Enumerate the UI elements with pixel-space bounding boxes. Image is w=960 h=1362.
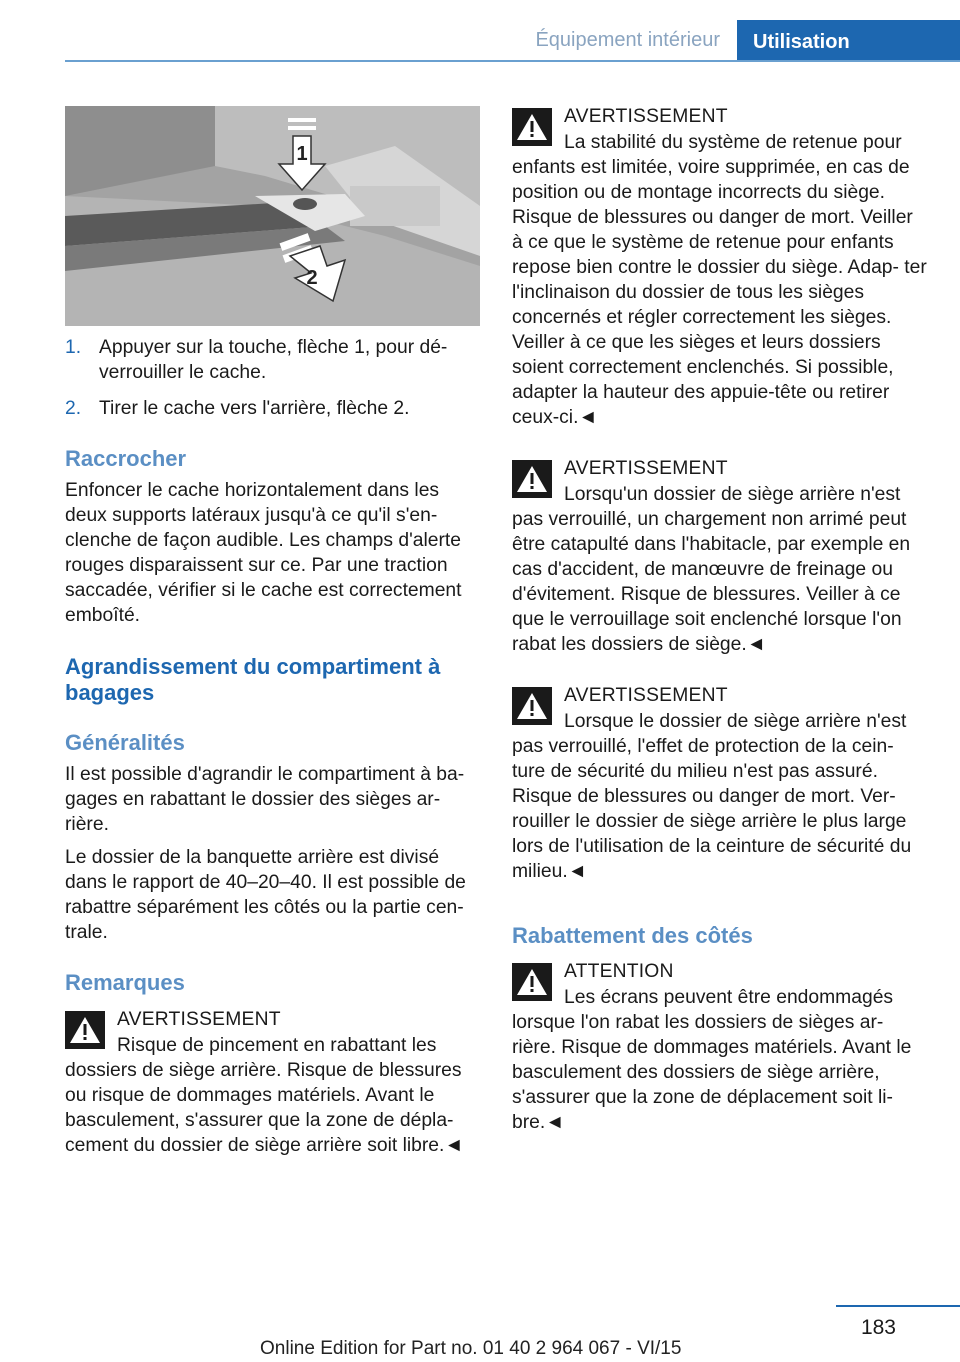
arrow-1-label: 1 [296,143,308,165]
paragraph-generalites-2: Le dossier de la banquette arrière est divisé dans le rapport de 40–20–40. Il est possible de rabattre séparément les côtés ou la partie cen‐ trale. [65,847,466,943]
caution-text: Les écrans peuvent être endommagés lorsque l'on rabat les dossiers de sièges ar‐ rière. Risque de dommages matériels. Avant le basculement des dossiers de siège arrière, s'assurer que la zone de déplacement soit li‐ bre.◄ [512,987,912,1133]
list-text: Tirer le cache vers l'arrière, flèche 2. [99,398,410,419]
heading-raccrocher: Raccrocher [65,446,187,471]
heading-agrandissement: Agrandissement du compartiment à bagages [65,654,441,705]
list-number: 2. [65,398,82,419]
warning-title: AVERTISSEMENT [117,1009,281,1030]
header-tab: Utilisation [737,20,960,62]
paragraph-raccrocher: Enfoncer le cache horizontalement dans les deux supports latéraux jusqu'à ce qu'il s'en‐ clenche de façon audible. Les champs d'alerte rouges disparaissent sur ce. Par une traction saccadée, vérifier si le cache est correctement emboîté. [65,480,462,626]
warning-title: AVERTISSEMENT [564,106,728,127]
arrow-2-label: 2 [306,267,318,289]
footer-rule [836,1305,960,1307]
trunk-cover-illustration [65,106,480,326]
warning-text: La stabilité du système de retenue pour enfants est limitée, voire supprimée, en cas de position ou de montage incorrects du siège. Risque de blessures ou danger de mort. Veiller à ce que le système de retenue pour enfants repose bien contre le dossier du siège. Adap‐ ter l'inclinaison du dossier de tous les sièges concernés et régler correctement les sièges. Veiller à ce que les sièges et leurs dossiers soient correctement enclenchés. Si possible, adapter la hauteur des appuie-tête ou retirer ceux-ci.◄ [512,132,927,428]
heading-remarques: Remarques [65,970,185,995]
paragraph-generalites-1: Il est possible d'agrandir le compartiment à ba‐ gages en rabattant le dossier des sièges ar‐ rière. [65,764,465,835]
list-number: 1. [65,337,82,358]
caution-title: ATTENTION [564,961,674,982]
header-rule [65,60,960,62]
warning-text: Risque de pincement en rabattant les dossiers de siège arrière. Risque de blessures ou risque de dommages matériels. Avant le basculement, s'assurer que la zone de dépla‐ cement du dossier de siège arrière soit libre.◄ [65,1035,464,1156]
edition-note: Online Edition for Part no. 01 40 2 964 067 - VI/15 [260,1338,682,1359]
warning-title: AVERTISSEMENT [564,685,728,706]
heading-rabattement: Rabattement des côtés [512,923,753,948]
header-section-title: Équipement intérieur [535,29,720,51]
list-text: Appuyer sur la touche, flèche 1, pour dé‐ verrouiller le cache. [99,337,448,383]
heading-generalites: Généralités [65,730,185,755]
page-number: 183 [860,1316,896,1339]
warning-title: AVERTISSEMENT [564,458,728,479]
warning-text: Lorsque le dossier de siège arrière n'est pas verrouillé, l'effet de protection de la cein‐ ture de sécurité du milieu n'est pas assuré. Risque de blessures ou danger de mort. Ver‐ rouiller le dossier de siège arrière le plus large lors de l'utilisation de la ceinture de sécurité du milieu.◄ [512,711,912,882]
warning-text: Lorsqu'un dossier de siège arrière n'est pas verrouillé, un chargement non arrimé peut être catapulté dans l'habitacle, par exemple en cas d'accident, de manœuvre de freinage ou d'évitement. Risque de blessures. Veiller à ce que le verrouillage soit enclenché lorsque l'on rabat les dossiers de siège.◄ [512,484,911,655]
